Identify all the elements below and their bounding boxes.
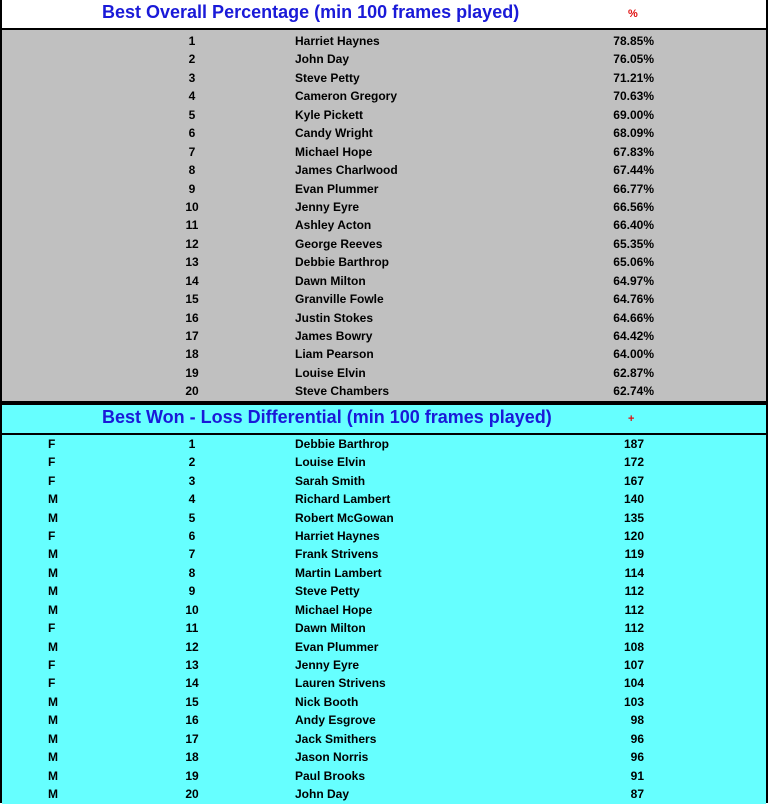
rank-cell: 5 [188, 107, 196, 122]
percentage-cell: 66.40% [613, 218, 654, 233]
player-name-cell: James Charlwood [295, 163, 398, 178]
percentage-cell: 78.85% [613, 34, 654, 48]
table-row [2, 106, 766, 124]
table-row [2, 453, 766, 471]
percentage-cell: 66.77% [613, 181, 654, 196]
percentage-cell: 76.05% [613, 52, 654, 67]
player-name-cell: Dawn Milton [295, 273, 366, 288]
differential-cell: 96 [630, 731, 644, 746]
rank-cell: 14 [185, 676, 199, 691]
table-row [2, 730, 766, 748]
table-row [2, 50, 766, 68]
gender-cell: M [48, 492, 58, 507]
differential-cell: 140 [623, 492, 644, 507]
table-row [2, 124, 766, 142]
player-name-cell: Sarah Smith [295, 473, 366, 488]
table-row [2, 87, 766, 105]
player-name-cell: Harriet Haynes [295, 34, 380, 48]
player-name-cell: Jack Smithers [295, 731, 377, 746]
percentage-cell: 68.09% [613, 126, 654, 141]
player-name-cell: Robert McGowan [295, 510, 394, 525]
differential-cell: 112 [624, 621, 644, 636]
player-name-cell: Kyle Pickett [295, 107, 364, 122]
player-name-cell: Cameron Gregory [295, 89, 398, 104]
player-name-cell: Paul Brooks [295, 768, 366, 783]
rank-cell: 20 [185, 787, 199, 802]
gender-cell: M [48, 694, 58, 709]
player-name-cell: Martin Lambert [295, 565, 382, 580]
table-row [2, 235, 766, 253]
player-name-cell: Jenny Eyre [295, 658, 360, 672]
percentage-cell: 71.21% [613, 70, 654, 85]
table-row [2, 509, 766, 527]
gender-cell: M [48, 510, 58, 525]
percentage-cell: 64.76% [613, 292, 654, 307]
rank-cell: 17 [185, 329, 199, 343]
overall-percentage-section [2, 0, 766, 403]
player-name-cell: John Day [295, 52, 350, 67]
percentage-cell: 64.42% [613, 329, 654, 343]
player-name-cell: Debbie Barthrop [295, 436, 390, 451]
gender-cell: F [48, 436, 56, 451]
gender-cell: M [48, 602, 58, 617]
player-name-cell: Harriet Haynes [295, 528, 380, 543]
table-row [2, 490, 766, 508]
differential-cell: 114 [624, 565, 644, 580]
rank-cell: 9 [188, 584, 196, 599]
percentage-cell: 70.63% [613, 89, 654, 104]
table-row [2, 253, 766, 271]
rank-cell: 1 [188, 436, 196, 451]
percentage-cell: 65.35% [613, 236, 654, 251]
rank-cell: 19 [185, 365, 199, 380]
rank-cell: 16 [185, 310, 199, 325]
differential-plus-symbol: + [628, 412, 635, 425]
rank-cell: 9 [188, 181, 196, 196]
table-row [2, 345, 766, 363]
gender-cell: M [48, 547, 58, 562]
gender-cell: M [48, 750, 58, 765]
percentage-cell: 65.06% [613, 255, 654, 270]
differential-title: Best Won - Loss Differential (min 100 frames played) [102, 406, 552, 427]
rank-cell: 1 [188, 34, 196, 48]
player-name-cell: Louise Elvin [295, 455, 366, 470]
player-name-cell: Steve Petty [295, 70, 360, 85]
differential-cell: 107 [623, 658, 644, 672]
table-row [2, 198, 766, 216]
percentage-cell: 62.87% [613, 365, 654, 380]
table-row [2, 180, 766, 198]
player-name-cell: Frank Strivens [295, 547, 379, 562]
rank-cell: 11 [185, 621, 199, 636]
rank-cell: 4 [188, 89, 196, 104]
table-row [2, 472, 766, 490]
table-row [2, 601, 766, 619]
player-name-cell: Dawn Milton [295, 621, 366, 636]
rank-cell: 8 [188, 163, 196, 178]
table-row [2, 32, 766, 50]
rank-cell: 7 [188, 144, 196, 159]
player-name-cell: Michael Hope [295, 602, 373, 617]
rank-cell: 15 [185, 694, 199, 709]
differential-cell: 135 [623, 510, 644, 525]
player-name-cell: Lauren Strivens [295, 676, 386, 691]
rank-cell: 11 [185, 218, 199, 233]
gender-cell: F [48, 621, 56, 636]
rank-cell: 2 [188, 52, 196, 67]
differential-cell: 91 [630, 768, 644, 783]
gender-cell: M [48, 565, 58, 580]
gender-cell: F [48, 658, 56, 672]
table-row [2, 364, 766, 382]
player-name-cell: Granville Fowle [295, 292, 384, 307]
rank-cell: 14 [185, 273, 199, 288]
rank-cell: 16 [185, 713, 199, 728]
rank-cell: 3 [188, 70, 196, 85]
table-row [2, 327, 766, 345]
differential-cell: 119 [624, 547, 644, 562]
rank-cell: 17 [185, 731, 199, 746]
table-row [2, 711, 766, 729]
gender-cell: F [48, 676, 56, 691]
table-row [2, 564, 766, 582]
rank-cell: 7 [188, 547, 196, 562]
table-row [2, 656, 766, 674]
table-row [2, 290, 766, 308]
rank-cell: 5 [188, 510, 196, 525]
table-row [2, 638, 766, 656]
differential-cell: 87 [630, 787, 644, 802]
rank-cell: 8 [188, 565, 196, 580]
player-name-cell: Andy Esgrove [295, 713, 376, 728]
player-name-cell: Richard Lambert [295, 492, 391, 507]
differential-cell: 98 [630, 713, 644, 728]
gender-cell: F [48, 528, 56, 543]
table-row [2, 527, 766, 545]
gender-cell: M [48, 639, 58, 654]
percentage-cell: 67.83% [613, 144, 654, 159]
differential-section [2, 403, 766, 804]
rank-cell: 20 [185, 384, 199, 399]
player-name-cell: Ashley Acton [295, 218, 372, 233]
player-name-cell: Debbie Barthrop [295, 255, 390, 270]
rank-cell: 18 [185, 347, 199, 362]
differential-cell: 112 [624, 584, 644, 599]
table-row [2, 216, 766, 234]
player-name-cell: Justin Stokes [295, 310, 374, 325]
differential-cell: 187 [623, 436, 644, 451]
table-row [2, 161, 766, 179]
table-row [2, 143, 766, 161]
differential-cell: 103 [623, 694, 644, 709]
table-row [2, 309, 766, 327]
differential-cell: 96 [630, 750, 644, 765]
percentage-cell: 67.44% [613, 163, 654, 178]
differential-title-row [2, 403, 766, 435]
player-name-cell: Liam Pearson [295, 347, 374, 362]
differential-cell: 172 [623, 455, 644, 470]
table-row [2, 785, 766, 803]
gender-cell: M [48, 584, 58, 599]
rank-cell: 13 [185, 658, 199, 672]
overall-title-row [2, 0, 766, 30]
rank-cell: 13 [185, 255, 199, 270]
percentage-cell: 64.00% [613, 347, 654, 362]
rank-cell: 18 [185, 750, 199, 765]
table-row [2, 582, 766, 600]
differential-rows [2, 435, 766, 804]
player-name-cell: Nick Booth [295, 694, 359, 709]
rank-cell: 10 [185, 199, 199, 214]
player-name-cell: Evan Plummer [295, 181, 379, 196]
player-name-cell: George Reeves [295, 236, 383, 251]
differential-cell: 167 [623, 473, 644, 488]
table-row [2, 619, 766, 637]
rank-cell: 2 [188, 455, 196, 470]
percentage-cell: 62.74% [613, 384, 654, 399]
player-name-cell: Jenny Eyre [295, 199, 360, 214]
table-row [2, 693, 766, 711]
rank-cell: 12 [185, 639, 199, 654]
overall-percent-symbol: % [628, 8, 638, 20]
percentage-cell: 69.00% [613, 107, 654, 122]
rank-cell: 12 [185, 236, 199, 251]
overall-rows [2, 30, 766, 401]
gender-cell: M [48, 768, 58, 783]
player-name-cell: Jason Norris [295, 750, 369, 765]
table-row [2, 674, 766, 692]
gender-cell: F [48, 455, 56, 470]
player-name-cell: Candy Wright [295, 126, 373, 141]
differential-cell: 104 [623, 676, 644, 691]
player-name-cell: James Bowry [295, 329, 373, 343]
table-row [2, 272, 766, 290]
gender-cell: F [48, 473, 56, 488]
player-name-cell: John Day [295, 787, 350, 802]
player-name-cell: Steve Chambers [295, 384, 390, 399]
rank-cell: 6 [188, 528, 196, 543]
rank-cell: 10 [185, 602, 199, 617]
gender-cell: M [48, 787, 58, 802]
percentage-cell: 64.97% [613, 273, 654, 288]
table-row [2, 382, 766, 400]
player-name-cell: Michael Hope [295, 144, 373, 159]
gender-cell: M [48, 731, 58, 746]
player-name-cell: Steve Petty [295, 584, 360, 599]
rank-cell: 15 [185, 292, 199, 307]
table-row [2, 435, 766, 453]
differential-cell: 112 [624, 602, 644, 617]
table-row [2, 748, 766, 766]
rank-cell: 6 [188, 126, 196, 141]
rank-cell: 4 [188, 492, 196, 507]
percentage-cell: 64.66% [613, 310, 654, 325]
rank-cell: 3 [188, 473, 196, 488]
player-name-cell: Evan Plummer [295, 639, 379, 654]
differential-cell: 120 [623, 528, 644, 543]
rank-cell: 19 [185, 768, 199, 783]
gender-cell: M [48, 713, 58, 728]
table-row [2, 767, 766, 785]
differential-cell: 108 [623, 639, 644, 654]
table-row [2, 545, 766, 563]
player-name-cell: Louise Elvin [295, 365, 366, 380]
overall-title: Best Overall Percentage (min 100 frames played) [102, 2, 520, 22]
table-row [2, 69, 766, 87]
percentage-cell: 66.56% [613, 199, 654, 214]
